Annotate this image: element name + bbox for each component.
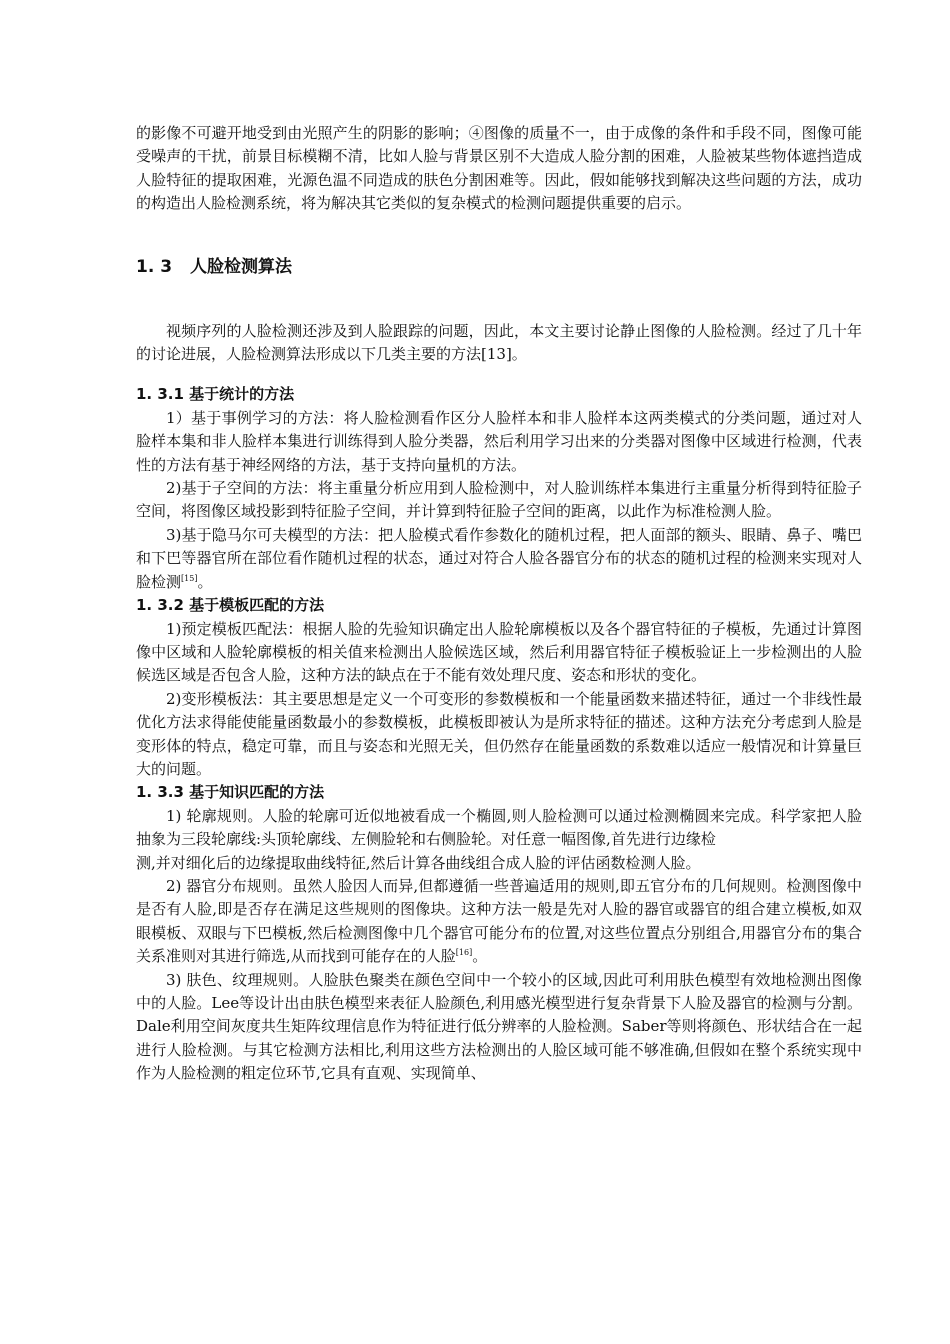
subsection-heading-knowledge: 1. 3.3 基于知识匹配的方法 [136, 783, 325, 802]
citation-15: [15] [181, 573, 198, 583]
paragraph-example-learning: 1）基于事例学习的方法：将人脸检测看作区分人脸样本和非人脸样本这两类模式的分类问题，通过对人脸样本集和非人脸样本集进行训练得到人脸分类器，然后利用学习出来的分类器对图像中区域进行检测，代表性的方法有基于神经网络的方法，基于支持向量机的方法。 [136, 408, 862, 474]
section-number: 1. 3 [136, 256, 173, 277]
subsection-heading-template: 1. 3.2 基于模板匹配的方法 [136, 596, 325, 615]
paragraph-hmm-text: 3)基于隐马尔可夫模型的方法：把人脸模式看作参数化的随机过程，把人面部的额头、眼睛、鼻子、嘴巴和下巴等器官所在部位看作随机过程的状态，通过对符合人脸各器官分布的状态的随机过程的检测来实现对人脸检测 [136, 525, 862, 591]
paragraph-deformable-template: 2)变形模板法：其主要思想是定义一个可变形的参数模板和一个能量函数来描述特征，通过一个非线性最优化方法求得能使能量函数最小的参数模板，此模板即被认为是所求特征的描述。这种方法充分考虑到人脸是变形体的特点，稳定可靠，而且与姿态和光照无关，但仍然存在能量函数的系数难以适应一般情况和计算量巨大的问题。 [136, 689, 862, 778]
paragraph-hmm [136, 524, 862, 594]
paragraph-contour-rule-cont: 测,并对细化后的边缘提取曲线特征,然后计算各曲线组合成人脸的评估函数检测人脸。 [136, 853, 701, 872]
paragraph-organ-rule-text: 2) 器官分布规则。虽然人脸因人而异,但都遵循一些普遍适用的规则,即五官分布的几何规则。检测图像中是否有人脸,即是否存在满足这些规则的图像块。这种方法一般是先对人脸的器官或器官的组合建立模板,如双眼模板、双眼与下巴模板,然后检测图像中几个器官可能分布的位置,对这些位置点分别组合,用器官分布的集合关系准则对其进行筛选,从而找到可能存在的人脸 [136, 876, 862, 966]
citation-16: [16] [455, 948, 473, 958]
paragraph-contour-rule: 1) 轮廓规则。人脸的轮廓可近似地被看成一个椭圆,则人脸检测可以通过检测椭圆来完成。科学家把人脸抽象为三段轮廓线:头顶轮廓线、左侧脸轮和右侧脸轮。对任意一幅图像,首先进行边缘检 [136, 806, 862, 849]
paragraph-organ-rule [136, 875, 862, 969]
paragraph-subspace: 2)基于子空间的方法：将主重量分析应用到人脸检测中，对人脸训练样本集进行主重量分析得到特征脸子空间，将图像区域投影到特征脸子空间，并计算到特征脸子空间的距离，以此作为标准检测人脸。 [136, 479, 862, 521]
subsection-heading-statistics: 1. 3.1 基于统计的方法 [136, 385, 295, 404]
paragraph-skin-texture-rule: 3) 肤色、纹理规则。人脸肤色聚类在颜色空间中一个较小的区域,因此可利用肤色模型有效地检测出图像中的人脸。Lee等设计出由肤色模型来表征人脸颜色,利用感光模型进行复杂背景下人脸及器官的检测与分割。Dale利用空间灰度共生矩阵纹理信息作为特征进行低分辨率的人脸检测。Saber等则将颜色、形状结合在一起进行人脸检测。与其它检测方法相比,利用这些方法检测出的人脸区域可能不够准确,但假如在整个系统实现中作为人脸检测的粗定位环节,它具有直观、实现简单、 [136, 970, 862, 1083]
section-intro-paragraph: 视频序列的人脸检测还涉及到人脸跟踪的问题，因此，本文主要讨论静止图像的人脸检测。经过了几十年的讨论进展，人脸检测算法形成以下几类主要的方法[13]。 [136, 321, 862, 364]
section-title: 人脸检测算法 [190, 256, 293, 277]
intro-paragraph: 的影像不可避开地受到由光照产生的阴影的影响；④图像的质量不一，由于成像的条件和手段不同，图像可能受噪声的干扰，前景目标模糊不清，比如人脸与背景区别不大造成人脸分割的困难，人脸被某些物体遮挡造成人脸特征的提取困难，光源色温不同造成的肤色分割困难等。因此，假如能够找到解决这些问题的方法，成功的构造出人脸检测系统，将为解决其它类似的复杂模式的检测问题提供重要的启示。 [136, 124, 862, 213]
section-heading [136, 255, 862, 279]
paragraph-hmm-end: 。 [197, 572, 213, 591]
paragraph-organ-rule-end: 。 [472, 947, 488, 966]
paragraph-predefined-template: 1)预定模板匹配法：根据人脸的先验知识确定出人脸轮廓模板以及各个器官特征的子模板，先通过计算图像中区域和人脸轮廓模板的相关值来检测出人脸候选区域，然后利用器官特征子模板验证上一步检测出的人脸候选区域是否包含人脸，这种方法的缺点在于不能有效处理尺度、姿态和形状的变化。 [136, 619, 862, 685]
document-page [136, 122, 862, 1086]
